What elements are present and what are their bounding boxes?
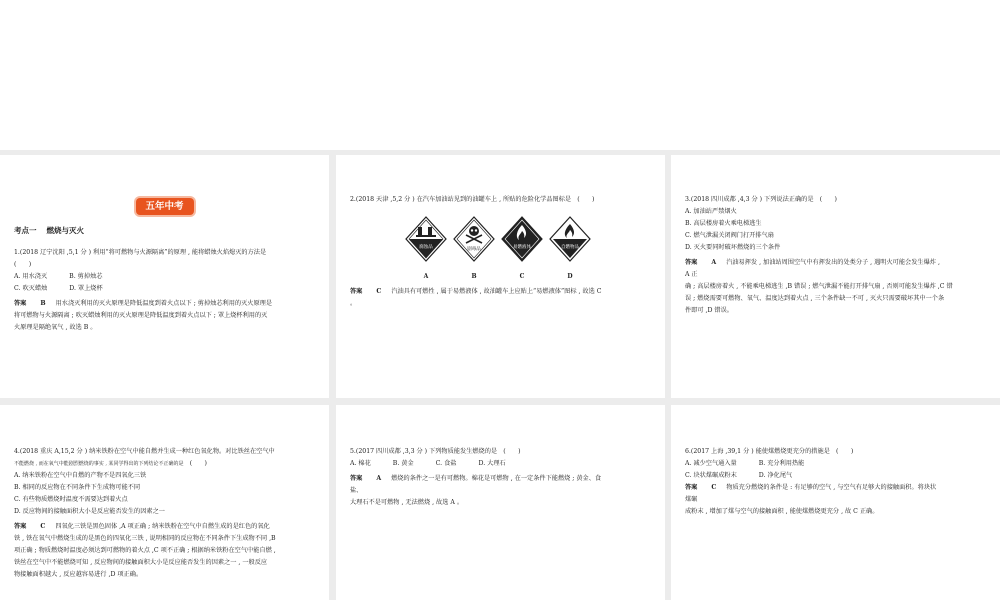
q1-options-row2 <box>14 283 315 295</box>
spontaneous-combustion-sign-icon <box>548 215 592 281</box>
q2-answer: C <box>376 288 382 295</box>
slide-q6 <box>671 405 1000 600</box>
q5-explain-3: 大理石不是可燃物 , 无法燃烧 , 故选 A 。 <box>350 499 464 506</box>
q4-answer: C <box>40 523 46 530</box>
q3-stem: 3.(2018 四川成都 ,4,3 分 ) 下列说法正确的是 ( ) <box>685 196 837 203</box>
q2-explain-2: 。 <box>350 300 357 307</box>
answer-label: 答案 <box>14 523 27 530</box>
q3-answer: A <box>711 259 717 266</box>
q3-explain-1: 汽油易挥发 , 加油站周围空气中有挥发出的处类分子 , 遇明火可能会发生爆炸 , <box>726 259 940 266</box>
q4-paren: ( ) <box>189 460 207 467</box>
q4-explain-3: 项正确 ; 物质燃烧时温度必须达到可燃物的着火点 ,C 项不正确 ; 根据纳米铁粉在空气中能自燃 , <box>14 547 276 554</box>
q2-answer-line <box>350 286 651 298</box>
q1-stem: 1.(2018 辽宁沈阳 ,5,1 分 ) 利用“将可燃物与火源隔离”的原理 , 能将蜡烛火焰熄灭的方法是 <box>14 249 267 256</box>
q6-explain-3: 成粉末 , 增加了煤与空气的接触面积 , 能使煤燃烧更充分 , 故 C 正确。 <box>685 508 879 515</box>
slide-q1 <box>0 155 329 398</box>
q5-answer-line <box>350 473 651 485</box>
q3-explain-2: A 正 <box>685 271 698 278</box>
q1-option-c: C. 吹灭蜡烛 <box>14 285 48 292</box>
q4-stem: 4.(2018 重庆 A,15,2 分 ) 纳米铁粉在空气中能自燃并生成一种红色氧化物。对比铁丝在空气中 <box>14 448 275 455</box>
sign-c-label: 易燃液体 <box>513 245 531 250</box>
q3-option-a: A. 加油站严禁烟火 <box>685 208 737 215</box>
q6-option-c: C. 块状煤碾成粉末 <box>685 472 737 479</box>
q2-explain-1: 汽油具有可燃性 , 属于易燃液体 , 故油罐车上应贴上“易燃液体”图标 , 故选 C <box>391 288 602 295</box>
q3-explain-4: 误 ; 燃烧需要可燃物、氧气、温度达到着火点 , 三个条件缺一不可 , 灭火只需要破坏其中一个条 <box>685 295 945 302</box>
q6-answer-line <box>685 482 986 494</box>
sign-b-letter: B <box>471 273 477 280</box>
q5-option-c: C. 食盐 <box>435 460 457 467</box>
q1-options-row1 <box>14 271 315 283</box>
q4-explain-5: 物接触面积越大 , 反应越容易进行 ,D 项正确。 <box>14 571 143 578</box>
q2-stem: 2.(2018 天津 ,5,2 分 ) 在汽车加油站见到的油罐车上 , 所贴的危险化学品图标是 ( ) <box>350 196 595 203</box>
hazard-signs <box>404 215 594 281</box>
q4-option-b: B. 相同的反应物在不同条件下生成物可能不同 <box>14 484 141 491</box>
q6-explain-2: 煤碾 <box>685 496 698 503</box>
top-blank-slide <box>0 0 1000 150</box>
q4-explain-4: 铁丝在空气中不能燃烧可知 , 反应物间的接触面积大小是反应能否发生的因素之一 , 一般反应 <box>14 559 268 566</box>
q4-explain-2: 铁 , 铁在氧气中燃烧生成的是黑色的四氧化三铁 , 说明相同的反应物在不同条件下生成物不同 ,B <box>14 535 276 542</box>
slide-q5 <box>336 405 665 600</box>
answer-label: 答案 <box>350 288 363 295</box>
slide-q4 <box>0 405 329 600</box>
q5-answer: A <box>376 475 382 482</box>
corrosive-sign-icon <box>404 215 448 281</box>
q3-explain-5: 件即可 ,D 错误。 <box>685 307 733 314</box>
q6-option-a: A. 减少空气通入量 <box>685 460 737 467</box>
answer-label: 答案 <box>685 484 698 491</box>
q1-paren: ( ) <box>14 261 32 268</box>
section-code: 考点一 <box>14 226 37 235</box>
q4-stem-2: 不能燃烧 , 而在氧气中能剧烈燃烧的事实 , 某同学得出的下列结论不正确的是 <box>14 461 184 467</box>
q1-answer-line <box>14 298 315 310</box>
flammable-liquid-sign-icon <box>500 215 544 281</box>
q6-options-row2 <box>685 470 986 482</box>
q1-answer: B <box>40 300 46 307</box>
q6-options-row1 <box>685 458 986 470</box>
q5-explain-1: 燃烧的条件之一是有可燃物。棉花是可燃物 , 在一定条件下能燃烧 ; 黄金、食 <box>391 475 602 482</box>
q4-option-a: A. 纳米铁粉在空气中自燃的产物不是四氧化三铁 <box>14 472 147 479</box>
toxic-sign-icon <box>452 215 496 281</box>
q4-explain-1: 四氧化三铁是黑色固体 ,A 项正确 ; 纳米铁粉在空气中自燃生成的是红色的氧化 <box>55 523 270 530</box>
q5-stem: 5.(2017 四川成都 ,3,3 分 ) 下列物质能发生燃烧的是 ( ) <box>350 448 521 455</box>
q6-explain-1: 物质充分燃烧的条件是 : 有足够的空气 , 与空气有足够大的接触面积。将块状 <box>726 484 937 491</box>
sign-a-label: 腐蚀品 <box>419 245 433 250</box>
q1-option-d: D. 罩上烧杯 <box>69 285 103 292</box>
q6-option-d: D. 净化尾气 <box>758 472 793 479</box>
q6-answer: C <box>711 484 717 491</box>
q6-option-b: B. 充分利用热能 <box>758 460 805 467</box>
sign-b-label: 剧毒品 <box>467 247 481 252</box>
q5-options <box>350 458 651 470</box>
q5-option-d: D. 大理石 <box>478 460 506 467</box>
section-title: 燃烧与灭火 <box>46 226 84 235</box>
q5-option-a: A. 棉花 <box>350 460 371 467</box>
sign-d-letter: D <box>567 273 573 280</box>
sign-d-label: 自燃物品 <box>561 245 579 250</box>
q1-explain-2: 将可燃物与火源隔离 ; 吹灭蜡烛利用的灭火原理是降低温度到着火点以下 ; 罩上烧杯利用的灭 <box>14 312 268 319</box>
q3-answer-line <box>685 257 986 269</box>
answer-label: 答案 <box>350 475 363 482</box>
five-year-exam-banner: 五年中考 <box>136 198 194 215</box>
q1-option-a: A. 用水浇灭 <box>14 273 48 280</box>
section-heading <box>14 225 315 237</box>
slide-q3 <box>671 155 1000 398</box>
answer-label: 答案 <box>14 300 27 307</box>
q1-explain-3: 火原理是隔绝氧气 , 故选 B 。 <box>14 324 97 331</box>
q6-stem: 6.(2017 上海 ,39,1 分 ) 能使煤燃烧更充分的措施是 ( ) <box>685 448 854 455</box>
q4-option-c: C. 有些物质燃烧时温度不需要达到着火点 <box>14 496 128 503</box>
q4-stem-line2 <box>14 458 315 470</box>
q1-option-b: B. 剪掉烛芯 <box>69 273 103 280</box>
q3-option-c: C. 燃气泄漏关闭阀门打开排气扇 <box>685 232 774 239</box>
answer-label: 答案 <box>685 259 698 266</box>
slide-q2 <box>336 155 665 398</box>
q3-option-d: D. 灭火要同时破坏燃烧的三个条件 <box>685 244 781 251</box>
q5-explain-2: 盐、 <box>350 487 363 494</box>
q3-option-b: B. 高层楼房着火乘电梯逃生 <box>685 220 762 227</box>
q3-explain-3: 确 ; 高层楼房着火 , 不能乘电梯逃生 ,B 错误 ; 燃气泄漏不能打开排气扇 , 否则可能发生爆炸 ,C 错 <box>685 283 953 290</box>
q4-option-d: D. 反应物间的接触面积大小是反应能否发生的因素之一 <box>14 508 165 515</box>
sign-c-letter: C <box>519 273 525 280</box>
q5-option-b: B. 黄金 <box>392 460 414 467</box>
sign-a-letter: A <box>423 273 429 280</box>
q4-answer-line <box>14 521 315 533</box>
q1-explain-1: 用水浇灭利用的灭火原理是降低温度到着火点以下 ; 剪掉烛芯利用的灭火原理是 <box>55 300 273 307</box>
